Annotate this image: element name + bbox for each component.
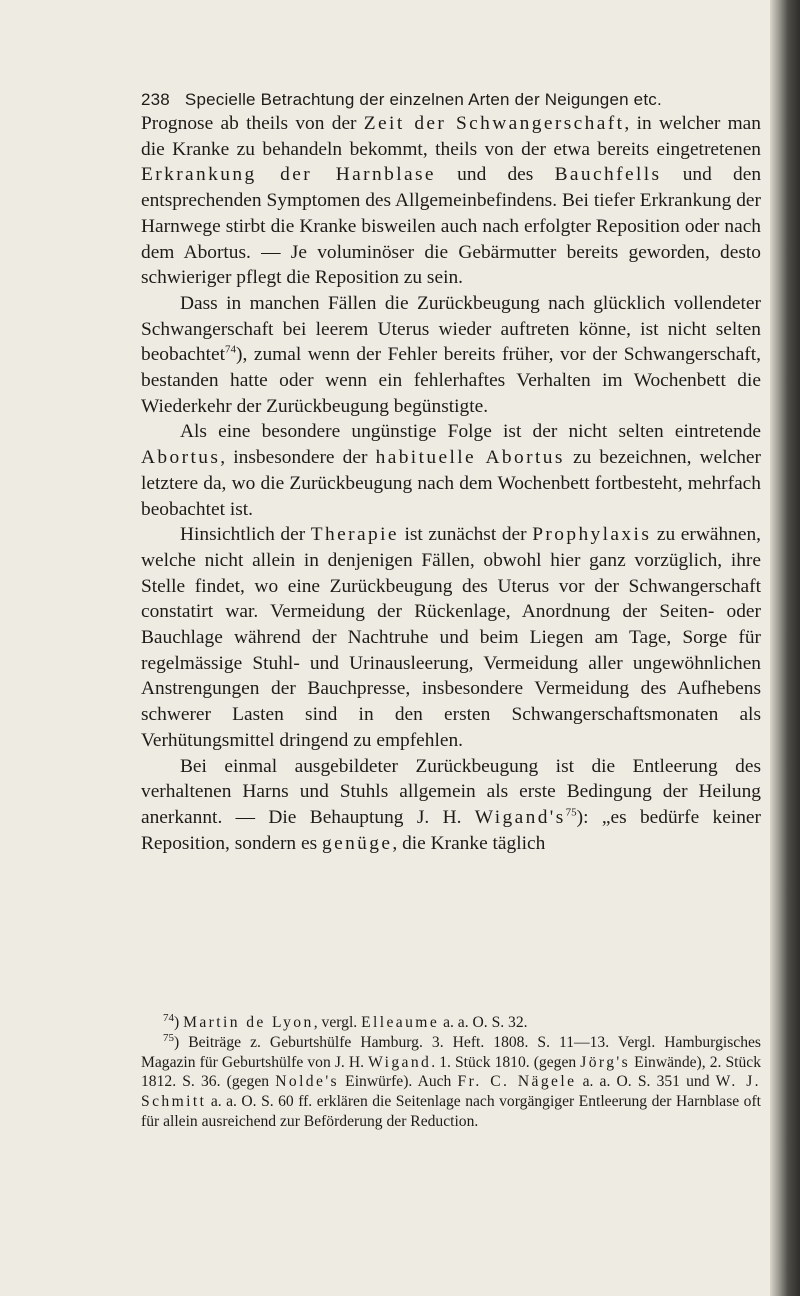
paragraph-1: [141, 111, 761, 291]
spaced-term: habituelle Abortus: [375, 447, 565, 469]
spaced-term: Elleaume: [361, 1014, 440, 1031]
spaced-term: Wigand's: [474, 806, 566, 828]
spaced-term: Erkrankung der Harnblase: [141, 164, 436, 186]
footnote-ref-74: 74: [224, 343, 236, 356]
text-run: , vergl.: [313, 1014, 362, 1031]
spaced-term: Therapie: [310, 524, 399, 546]
text-run: und des: [435, 164, 555, 186]
footnote-marker: 74: [163, 1011, 174, 1024]
text-run: Einwürfe). Auch: [339, 1073, 458, 1091]
footnotes: [141, 1013, 761, 1132]
spaced-term: Prophylaxis: [532, 524, 652, 546]
spaced-term: genüge: [321, 832, 393, 854]
spaced-term: Fr. C. Nägele: [457, 1073, 577, 1091]
spaced-term: Zeit der Schwangerschaft: [363, 113, 625, 134]
paragraph-2: [141, 291, 761, 420]
text-run: . 1. Stück 1810. (gegen: [431, 1053, 581, 1071]
footnote-75: [141, 1033, 761, 1132]
spaced-term: Martin de Lyon: [183, 1014, 314, 1031]
text-run: Dass in manchen Fällen die Zurückbeugung nach glücklich vollendeter Schwangerschaft bei leerem Uterus wieder auftreten könne, ist nicht selten beobachtet: [141, 292, 761, 366]
text-run: , insbesondere der: [220, 447, 376, 469]
text-run: ): „es bedürfe keiner Reposition, sondern es: [141, 806, 762, 854]
text-run: Einwände), 2. Stück 1812. S. 36. (gegen: [141, 1053, 761, 1091]
text-run: zu bezeichnen, welcher letztere da, wo die Zurückbeugung nach dem Wochenbett fortbesteht, mehrfach beobachtet ist.: [141, 447, 761, 520]
text-run: a. a. O. S. 32.: [439, 1014, 528, 1031]
text-run: ) Beiträge z. Geburtshülfe Hamburg. 3. Heft. 1808. S. 11—13. Vergl. Hamburgisches Magazin für Geburtshülfe von J. H.: [141, 1033, 761, 1071]
text-run: , in welcher man die Kranke zu behandeln bekommt, theils von der etwa bereits eingetretenen: [141, 113, 761, 160]
paragraph-4: [141, 522, 761, 753]
text-run: a. a. O. S. 351 und: [576, 1073, 716, 1091]
text-run: Bei einmal ausgebildeter Zurückbeugung ist die Entleerung des verhaltenen Harns und Stuhls allgemein als erste Bedingung der Heilung anerkannt. — Die Behauptung J. H.: [141, 755, 761, 828]
text-run: ), zumal wenn der Fehler bereits früher, vor der Schwangerschaft, bestanden hatte oder wenn ein fehlerhaftes Verhalten im Wochenbett die Wiederkehr der Zurückbeugung begünstigte.: [141, 344, 761, 417]
text-run: a. a. O. S. 60 ff. erklären die Seitenlage nach vorgängiger Entleerung der Harnblase oft für allein ausreichend zur Beförderung der Reduction.: [141, 1093, 761, 1130]
spaced-term: Nolde's: [275, 1073, 340, 1091]
footnote-ref-75: 75: [565, 806, 577, 819]
spaced-term: Abortus: [141, 447, 221, 469]
paragraph-3: [141, 419, 761, 522]
text-run: ist zunächst der: [398, 524, 533, 546]
spaced-term: W. J. Schmitt: [141, 1073, 761, 1111]
spaced-term: Jörg's: [580, 1053, 631, 1071]
running-title: Specielle Betrachtung der einzelnen Arten der Neigungen etc.: [184, 90, 662, 109]
footnote-74: [141, 1013, 761, 1033]
text-run: ): [174, 1014, 184, 1031]
footnote-marker: 75: [163, 1031, 174, 1044]
text-run: Prognose ab theils von der: [141, 113, 364, 134]
running-header: [141, 90, 761, 110]
page-number: 238: [141, 90, 170, 109]
text-run: Hinsichtlich der: [180, 524, 311, 546]
text-run: , die Kranke täglich: [392, 832, 546, 854]
paragraph-5: [141, 754, 761, 857]
main-text: [141, 111, 761, 856]
text-run: und den entsprechenden Symptomen des Allgemeinbefindens. Bei tiefer Erkrankung der Harnwege stirbt die Kranke bisweilen auch nach erfolgter Reposition oder nach dem Abortus. — Je voluminöser die Gebärmutter bereits geworden, desto schwieriger pflegt die Reposition zu sein.: [141, 164, 762, 289]
spaced-term: Bauchfells: [554, 164, 662, 186]
spaced-term: Wigand: [368, 1053, 432, 1071]
text-run: zu erwähnen, welche nicht allein in denjenigen Fällen, obwohl hier ganz vorzüglich, ihre Stelle findet, wo eine Zurückbeugung des Uterus vor der Schwangerschaft constatirt war. Vermeidung der Rückenlage, Anordnung der Seiten- oder Bauchlage während der Nachtruhe und beim Liegen am Tage, Sorge für regelmässige Stuhl- und Urinausleerung, Vermeidung aller ungewöhnlichen Anstrengungen der Bauchpresse, insbesondere Vermeidung des Aufhebens schwerer Lasten sind in den ersten Schwangerschaftsmonaten als Verhütungsmittel dringend zu empfehlen.: [141, 524, 761, 751]
text-run: Als eine besondere ungünstige Folge ist der nicht selten eintretende: [180, 421, 761, 443]
page-edge-shadow: [770, 0, 800, 1296]
